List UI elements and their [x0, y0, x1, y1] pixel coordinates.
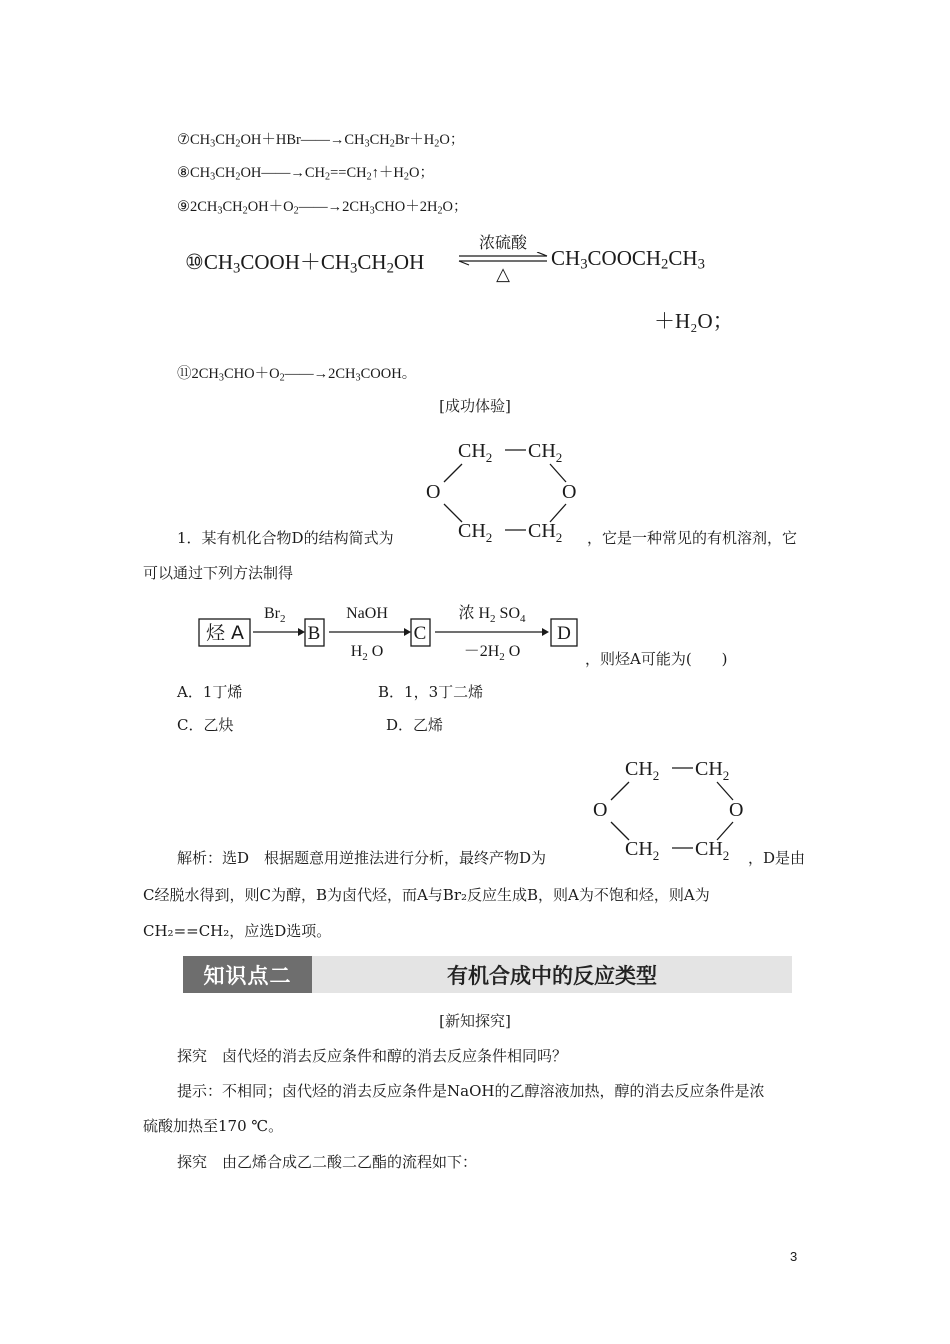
reagent-minus-water: $-2H_2$ O [463, 643, 521, 663]
synthesis-flow [195, 598, 585, 664]
reagent-h2so4: 浓 $H_2$ $SO_4$ [458, 605, 526, 625]
reagent-water: $H_2$ O [350, 643, 384, 663]
ring-atom-o: O [426, 481, 441, 503]
ring-atom-ch2: $CH_2$ [458, 440, 493, 465]
section-label-explore: [新知探究] [439, 1012, 511, 1030]
equation-number: ⑨ [177, 199, 190, 215]
equation-7: $⑦CH_3CH_2OH+HBr——\to CH_3CH_2Br+H_2O$； [177, 132, 465, 150]
ring-atom-ch2: $CH_2$ [695, 758, 730, 783]
hint-line-2: 硫酸加热至170 ℃。 [143, 1117, 284, 1135]
flow-suffix: ，则烃A可能为( ) [585, 650, 728, 668]
analysis-line2: C经脱水得到，则C为醇，B为卤代烃，而A与Br₂反应生成B，则A为不饱和烃，则A为 [143, 886, 710, 904]
ring-atom-ch2: $CH_2$ [625, 838, 660, 863]
option-a: A．1丁烯 [177, 683, 243, 701]
page-number: 3 [790, 1249, 798, 1264]
banner-title: 有机合成中的反应类型 [447, 963, 657, 988]
option-d: D．乙烯 [386, 716, 444, 734]
equation-number: ⑦ [177, 132, 190, 148]
reversible-arrow [457, 230, 549, 286]
ring-atom-ch2: $CH_2$ [528, 520, 563, 545]
equation-10: $⑩CH_3COOH+CH_3CH_2OH$ [185, 250, 425, 277]
question-1-line2: 可以通过下列方法制得 [143, 564, 294, 582]
equation-number: ⑧ [177, 165, 190, 181]
ring-atom-o: O [729, 799, 744, 821]
dioxane-structure-2 [587, 748, 757, 868]
question-1-suffix: ，它是一种常见的有机溶剂，它 [587, 529, 798, 547]
ring-atom-ch2: $CH_2$ [695, 838, 730, 863]
ring-atom-o: O [593, 799, 608, 821]
equation-11: $⑪2CH_3CHO+O_2——\to 2CH_3COOH$。 [177, 366, 417, 384]
flow-label-b: B [307, 623, 321, 644]
analysis-line3: CH₂==CH₂，应选D选项。 [143, 922, 332, 940]
analysis-prefix: 解析：选D 根据题意用逆推法进行分析，最终产物D为 [177, 849, 547, 867]
reagent-naoh: NaOH [346, 605, 388, 622]
ring-atom-ch2: $CH_2$ [458, 520, 493, 545]
equation-9: $⑨2CH_3CH_2OH+O_2——\to 2CH_3CHO+2H_2O$； [177, 199, 468, 217]
condition-heat: △ [496, 264, 510, 285]
option-b: B．1，3丁二烯 [378, 683, 484, 701]
equation-10-product: $CH_3COOCH_2CH_3$ [551, 246, 705, 273]
explore-question-1: 探究 卤代烃的消去反应条件和醇的消去反应条件相同吗？ [177, 1047, 568, 1065]
ring-atom-ch2: $CH_2$ [625, 758, 660, 783]
flow-label-d: D [557, 623, 571, 644]
hint-line-1: 提示：不相同；卤代烃的消去反应条件是NaOH的乙醇溶液加热，醇的消去反应条件是浓 [177, 1082, 765, 1100]
question-1-prefix: 1．某有机化合物D的结构简式为 [177, 529, 394, 547]
equation-10-continuation: ＋H₂O； [654, 309, 734, 333]
banner-label: 知识点二 [183, 956, 312, 993]
ring-atom-o: O [562, 481, 577, 503]
option-c: C．乙炔 [177, 716, 234, 734]
section-label-success: [成功体验] [439, 397, 511, 415]
equation-number: ⑩ [185, 250, 204, 274]
equation-number: ⑪ [177, 366, 192, 382]
equation-8: $⑧CH_3CH_2OH——\to CH_2==CH_2↑+H_2O$； [177, 165, 434, 183]
analysis-suffix: ，D是由 [748, 849, 806, 867]
dioxane-structure-1 [420, 430, 590, 550]
explore-question-2: 探究 由乙烯合成乙二酸二乙酯的流程如下： [177, 1153, 478, 1171]
condition-catalyst: 浓硫酸 [478, 233, 527, 252]
flow-label-a: 烃 A [205, 622, 245, 644]
flow-label-c: C [413, 623, 427, 644]
knowledge-point-banner [183, 956, 792, 993]
ring-atom-ch2: $CH_2$ [528, 440, 563, 465]
reagent-br2: $Br_2$ [264, 605, 286, 625]
